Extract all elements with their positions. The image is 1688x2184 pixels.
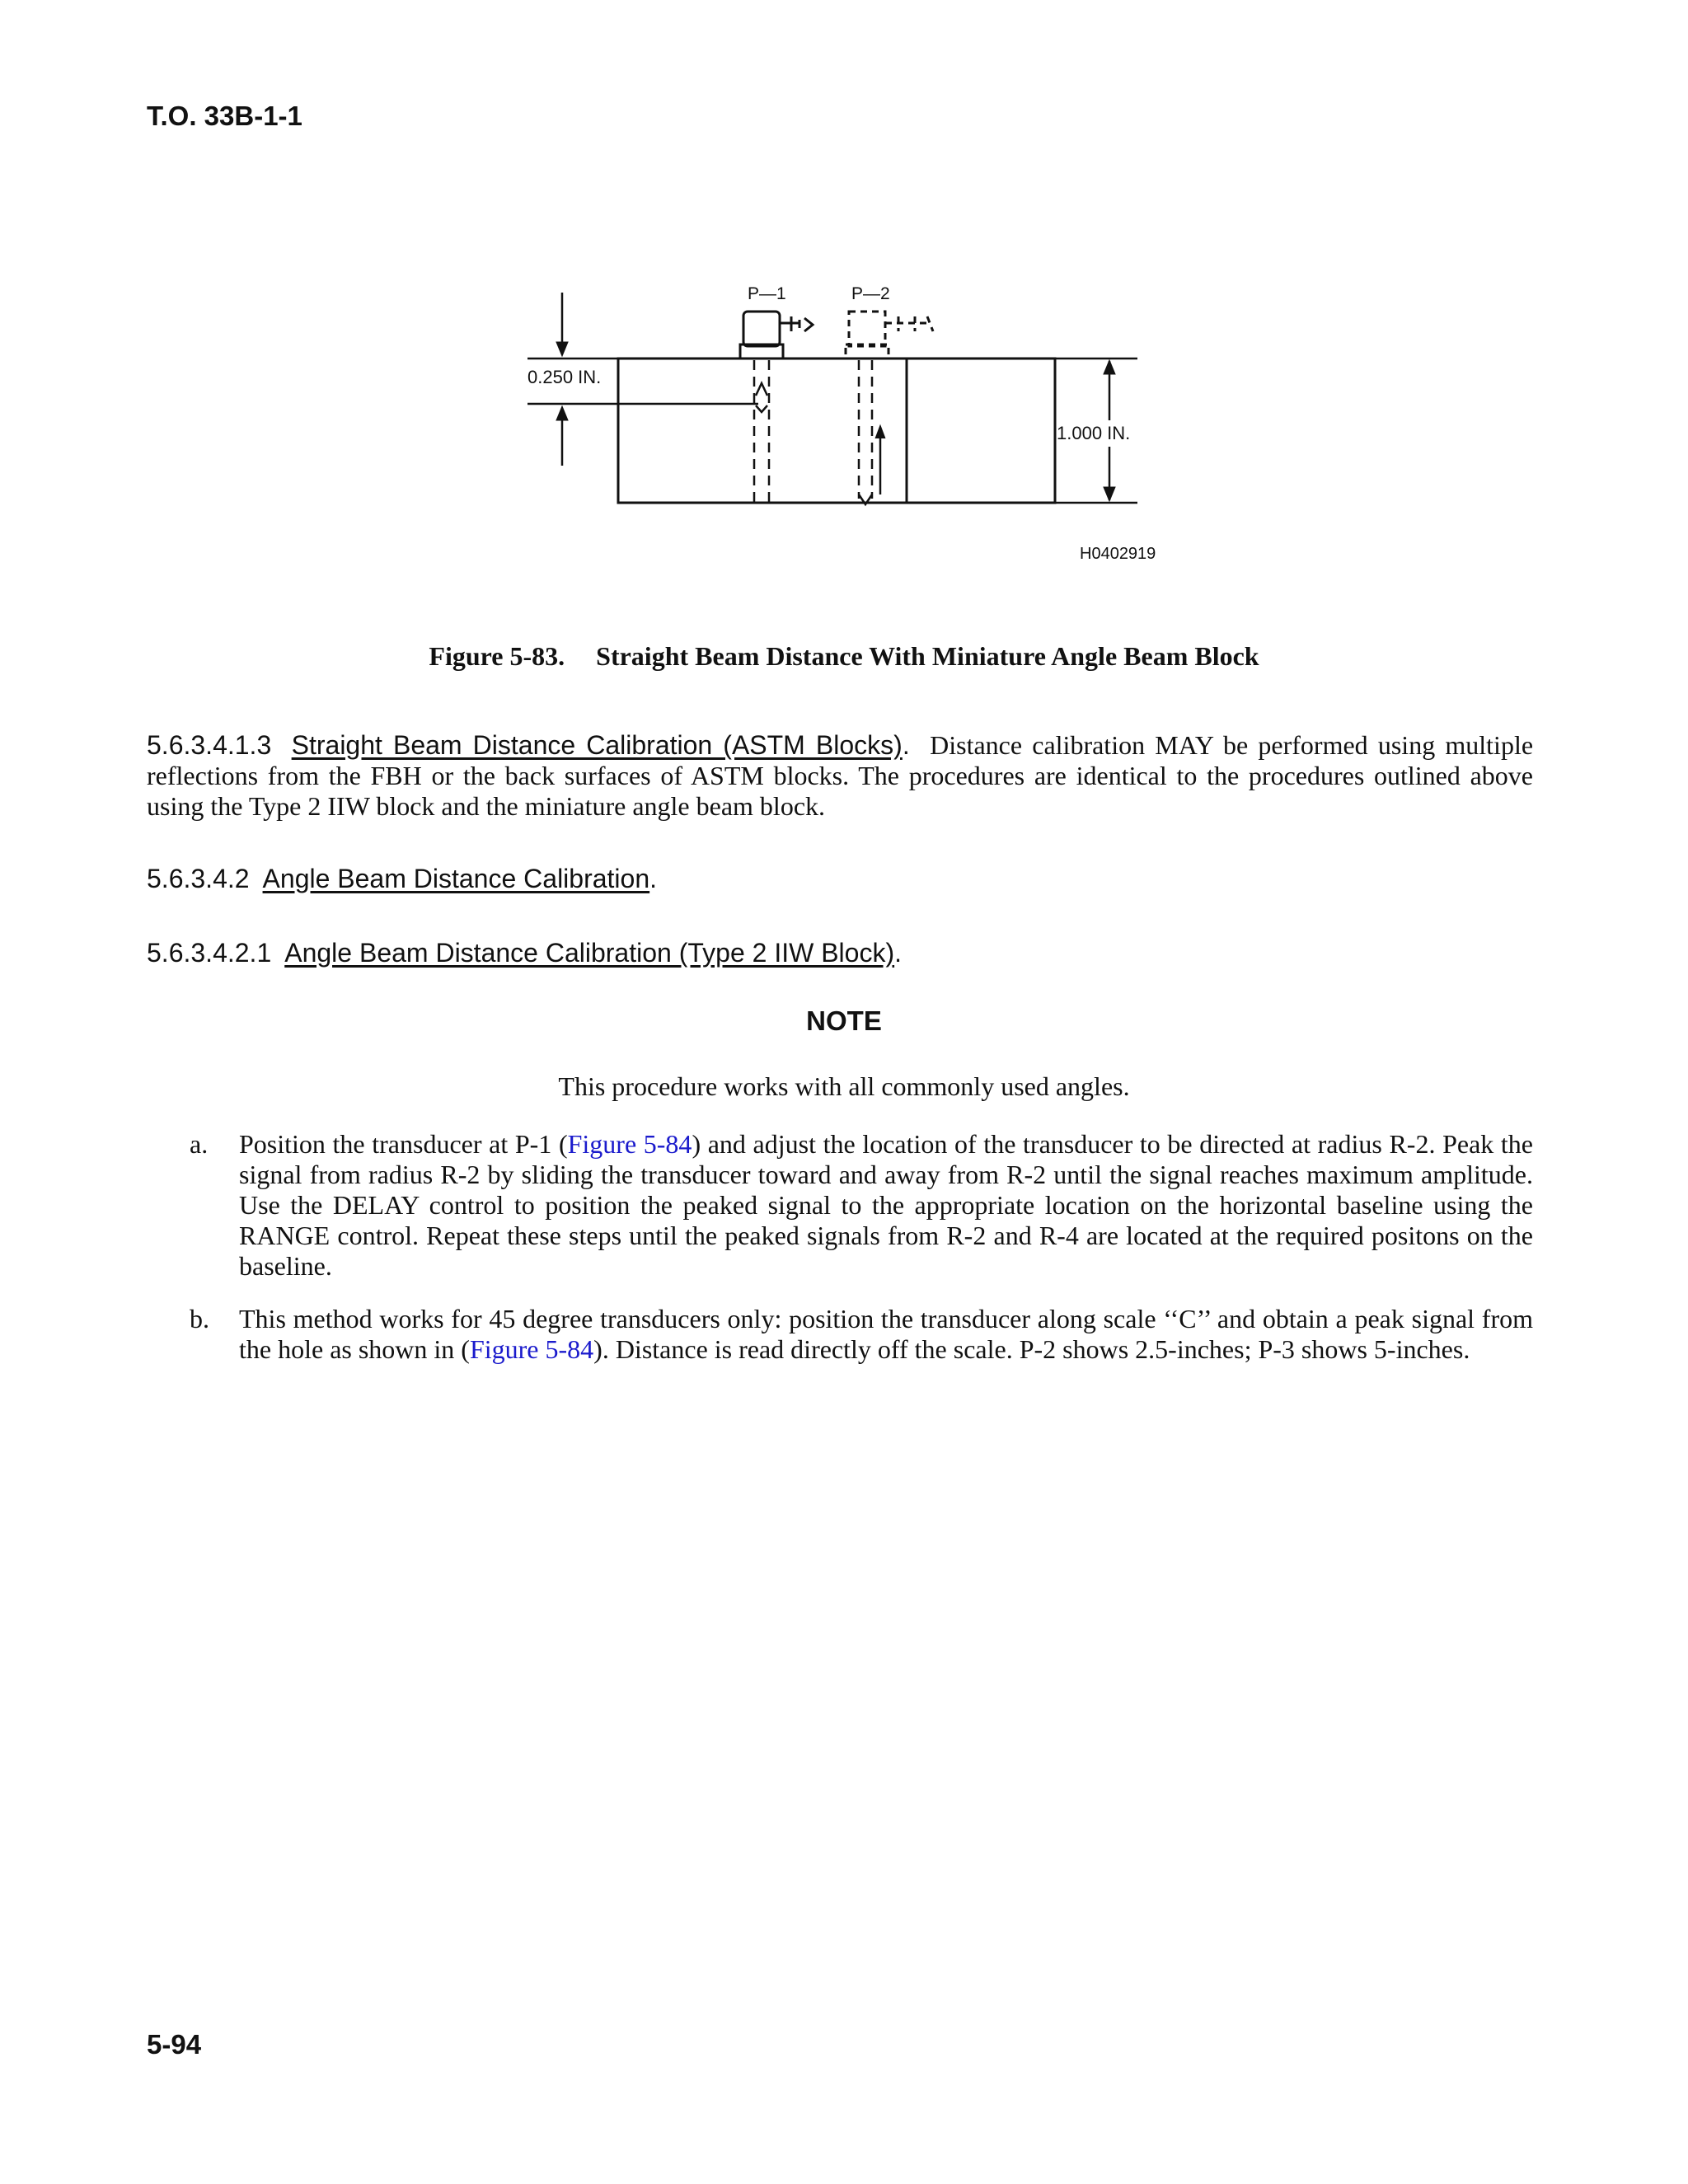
section-title: Angle Beam Distance Calibration (Type 2 IIW Block) (284, 938, 895, 968)
section-number: 5.6.3.4.1.3 (147, 730, 272, 760)
section-title: Angle Beam Distance Calibration (262, 864, 650, 893)
figure-link[interactable]: Figure 5-84 (469, 1334, 594, 1364)
section-number: 5.6.3.4.2.1 (147, 938, 272, 968)
figure-code: H0402919 (1080, 545, 1156, 563)
block-diagram (511, 264, 1187, 577)
section-5-6-3-4-2: 5.6.3.4.2 Angle Beam Distance Calibration. (147, 864, 658, 893)
step-marker: a. (190, 1129, 209, 1159)
label-p1: P—1 (748, 284, 786, 303)
caption-title: Straight Beam Distance With Miniature Angle Beam Block (596, 641, 1259, 671)
section-title: Straight Beam Distance Calibration (ASTM Blocks) (291, 730, 903, 760)
label-dim-left: 0.250 IN. (528, 367, 602, 387)
section-number: 5.6.3.4.2 (147, 864, 250, 893)
transducer-p2 (849, 312, 885, 346)
calibration-block (618, 359, 1055, 503)
note-label: NOTE (806, 1005, 882, 1036)
step-marker: b. (190, 1304, 209, 1333)
section-5-6-3-4-2-1: 5.6.3.4.2.1 Angle Beam Distance Calibration (Type 2 IIW Block). (147, 938, 902, 968)
figure-link[interactable]: Figure 5-84 (567, 1129, 692, 1159)
transducer-p1 (743, 312, 780, 346)
section-5-6-3-4-1-3: 5.6.3.4.1.3 Straight Beam Distance Calibration (ASTM Blocks). Distance calibration MAY be performed using multiple reflections from the FBH or the back surfaces of ASTM blocks. The procedures are identical to the procedures outlined above using the Type 2 IIW block and the miniature angle beam block. (147, 730, 1534, 821)
figure-diagram (511, 264, 1187, 577)
section-body: Distance calibration MAY be performed using multiple reflections from the FBH or the back surfaces of ASTM blocks. The procedures are identical to the procedures outlined above using the Type 2 IIW block and the miniature angle beam block. (147, 730, 1534, 821)
caption-number: Figure 5-83. (429, 641, 565, 671)
page-number: 5-94 (147, 2029, 202, 2060)
document-id: T.O. 33B-1-1 (147, 101, 302, 131)
note-text: This procedure works with all commonly used angles. (558, 1071, 1130, 1101)
step-b: b. This method works for 45 degree transducers only: position the transducer along scale ‘‘C’’ and obtain a peak signal from the hole as shown in (Figure 5-84). Distance is read directly off the scale. P-2 shows 2.5-inches; P-3 shows 5-inches. (190, 1304, 1533, 1364)
step-a: a. Position the transducer at P-1 (Figure 5-84) and adjust the location of the transducer to be directed at radius R-2. Peak the signal from radius R-2 by sliding the transducer toward and away from R-2 until the signal reaches maximum amplitude. Use the DELAY control to position the peaked signal to the appropriate location on the horizontal baseline using the RANGE control. Repeat these steps until the peaked signals from R-2 and R-4 are located at the required positons on the baseline. (190, 1129, 1534, 1281)
figure-caption (0, 641, 1688, 672)
label-p2: P—2 (851, 284, 890, 303)
label-dim-right: 1.000 IN. (1057, 423, 1131, 443)
